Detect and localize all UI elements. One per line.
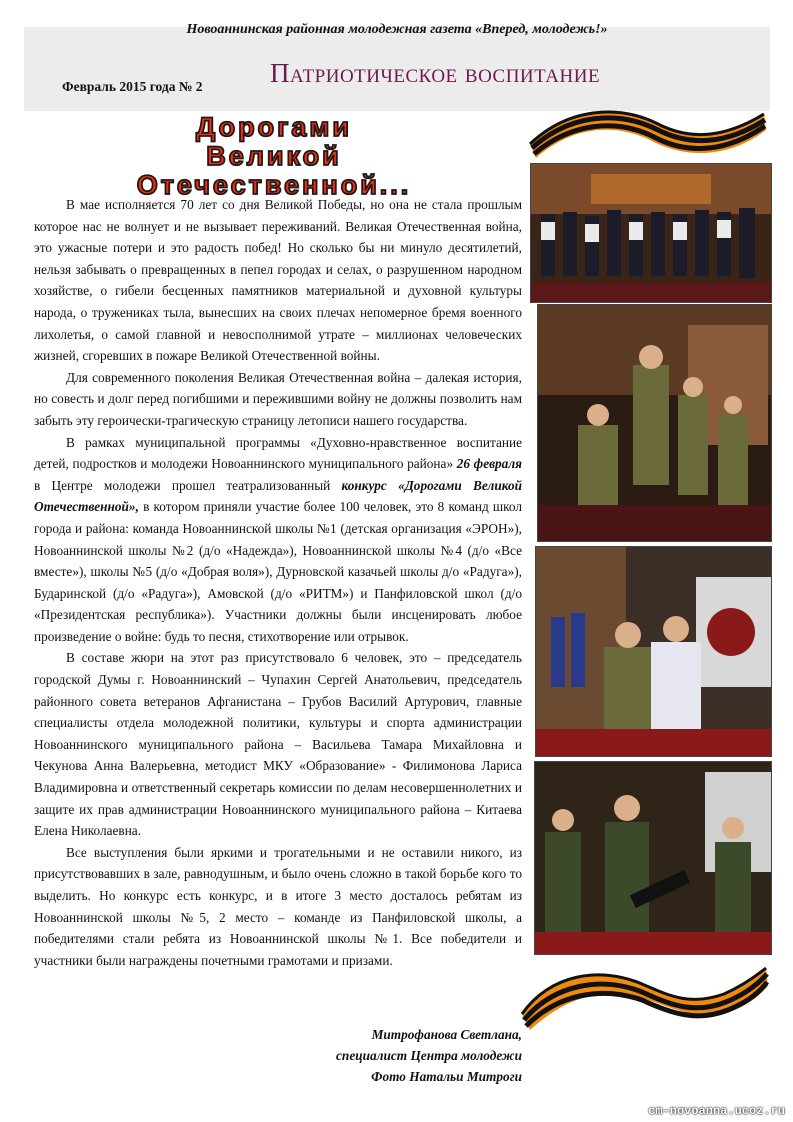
photo-soldiers-scene [537,304,772,542]
st-george-ribbon-top [528,100,768,162]
photo-couple-dance [535,546,772,757]
photo-band-performance [534,761,772,955]
photo-stage-group [530,163,772,303]
article-headline [30,113,518,200]
paragraph-text: в Центре молодежи прошел театрализованный [34,477,331,493]
paragraph-text: в котором приняли участие более 100 человек, это 8 команд школ города и района: команда Новоаннинской школы №1 (детская организация «ЭРОН»), Новоаннинской школы №2 (д/о «Надежда»), Новоаннинской школы №4 (д/о «Все вместе»), школы №5 (д/о «Добрая воля»), Дурновской казачьей школы д/о «Радуга»), Бударинской (д/о «Радуга»), Амовской (д/о «РИТМ») и Панфиловской школ (д/о «Президентская республика»). Участники должны были инсценировать любое произведение о войне: будь то песня, стихотворение или отрывок. [34,499,522,644]
contest-name: конкурс «Дорогами Великой Отечественной», [34,477,522,515]
st-george-ribbon-bottom [520,964,770,1034]
headline-line-1: Дорогами [196,112,352,142]
paragraph: В мае исполняется 70 лет со дня Великой Победы, но она не стала прошлым которое нас не волнует и не вызывает переживаний. Великая Отечественная война, это ужасные потери и это радость побед! Но сколько бы ни минуло десятилетий, нельзя забывать о превращенных в пепел городах и селах, о разрушенном народном хозяйстве, о гибели бесценных памятников материальной и духовной культуры народа, о тружениках тыла, вынесших на своих плечах непомерное бремя военного лихолетья, о самой главной и невосполнимой утрате – миллионах человеческих жизней, сгоревших в пожаре Великой Отечественной войны. [34,197,522,364]
author-name: Митрофанова Светлана, [371,1027,522,1042]
headline-line-2: Великой [206,141,342,171]
article-body [34,194,522,971]
paragraph: В составе жюри на этот раз присутствовало 6 человек, это – председатель городской Думы г. Новоаннинский – Чупахин Сергей Анатольевич, председатель районного совета ветеранов Афганистана – Грубов Василий Артурович, главные специалисты отдела молодежной политики, культуры и спорта администрации Новоаннинского муниципального района – Васильева Тамара Михайловна и Чекунова Анна Валерьевна, методист МКУ «Образование» - Филимонова Лариса Владимировна и ответственный секретарь комиссии по делам несовершеннолетних и защите их прав администрации Новоаннинского муниципального района – Китаева Елена Николаевна. [34,650,522,839]
issue-date: Февраль 2015 года № 2 [62,79,203,94]
signature-block [30,1024,522,1087]
paragraph: Все выступления были яркими и трогательными и не оставили никого, из присутствовавших в зале, равнодушным, и было очень сложно в такой борьбе кого то выделить. Но конкурс есть конкурс, и в итоге 3 место досталось ребятам из Новоаннинской школы №5, 2 место – команде из Панфиловской школы, а победителями стали ребята из Новоаннинской школы №1. Все победители и участники были награждены почетными грамотами и призами. [34,844,522,968]
photo-credit: Фото Натальи Митроги [371,1069,522,1084]
event-date: 26 февраля [456,456,523,472]
paragraph: Для современного поколения Великая Отечественная война – далекая история, но совесть и долг перед погибшими и пережившими войну не должны позволить нам забыть эту героически-трагическую страницу летописи нашего государства. [34,369,522,428]
section-title: Патриотическое воспитание [270,58,601,88]
gazette-title: Новоаннинская районная молодежная газета «Вперед, молодежь!» [186,22,608,37]
paragraph [34,432,522,648]
author-position: специалист Центра молодежи [336,1048,522,1063]
headline-line-3: Отечественной... [136,170,412,200]
site-url: cm-novoanna.ucoz.ru [648,1104,785,1118]
paragraph-text: В рамках муниципальной программы «Духовно-нравственное воспитание детей, подростков и молодежи Новоаннинского муниципального района» [34,434,522,472]
